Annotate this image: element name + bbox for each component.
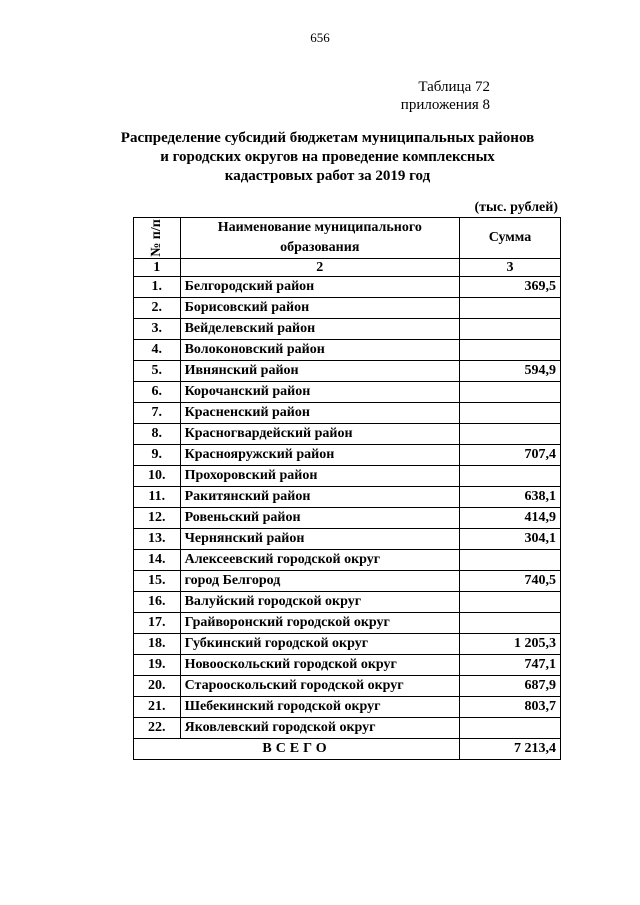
total-row	[134, 739, 561, 760]
row-number: 5.	[134, 361, 181, 382]
row-name: Ивнянский район	[180, 361, 459, 382]
row-name: Чернянский район	[180, 529, 459, 550]
units-label: (тыс. рублей)	[474, 200, 558, 215]
table-row	[134, 319, 561, 340]
row-number: 3.	[134, 319, 181, 340]
row-sum	[459, 298, 560, 319]
row-name: Прохоровский район	[180, 466, 459, 487]
row-number: 8.	[134, 424, 181, 445]
row-sum: 1 205,3	[459, 634, 560, 655]
row-name: Красненский район	[180, 403, 459, 424]
table-row	[134, 718, 561, 739]
table-row	[134, 592, 561, 613]
row-sum	[459, 403, 560, 424]
page-number: 656	[310, 30, 330, 45]
column-number: 2	[180, 259, 459, 277]
document-title-line: и городских округов на проведение комплексных	[160, 149, 495, 165]
row-sum: 687,9	[459, 676, 560, 697]
column-number: 3	[459, 259, 560, 277]
row-number: 9.	[134, 445, 181, 466]
document-title-line: кадастровых работ за 2019 год	[224, 168, 431, 184]
row-number: 22.	[134, 718, 181, 739]
row-number: 4.	[134, 340, 181, 361]
column-number: 1	[134, 259, 181, 277]
subsidies-table	[133, 217, 561, 760]
row-number: 21.	[134, 697, 181, 718]
row-number: 20.	[134, 676, 181, 697]
row-name: Новооскольский городской округ	[180, 655, 459, 676]
row-sum: 369,5	[459, 277, 560, 298]
row-name: Красногвардейский район	[180, 424, 459, 445]
row-name: Белгородский район	[180, 277, 459, 298]
row-number: 10.	[134, 466, 181, 487]
row-name: Волоконовский район	[180, 340, 459, 361]
total-sum: 7 213,4	[459, 739, 560, 760]
row-sum: 638,1	[459, 487, 560, 508]
row-name: Ровеньский район	[180, 508, 459, 529]
header-name-cell	[180, 218, 459, 259]
table-row	[134, 613, 561, 634]
table-row	[134, 487, 561, 508]
row-name: Краснояружский район	[180, 445, 459, 466]
table-caption	[330, 78, 490, 114]
row-number: 16.	[134, 592, 181, 613]
row-number: 12.	[134, 508, 181, 529]
row-name: Валуйский городской округ	[180, 592, 459, 613]
row-sum	[459, 466, 560, 487]
table-row	[134, 403, 561, 424]
row-name: Шебекинский городской округ	[180, 697, 459, 718]
row-sum	[459, 613, 560, 634]
row-number: 7.	[134, 403, 181, 424]
row-number: 11.	[134, 487, 181, 508]
table-row	[134, 361, 561, 382]
row-number: 18.	[134, 634, 181, 655]
row-name: Алексеевский городской округ	[180, 550, 459, 571]
row-name: Борисовский район	[180, 298, 459, 319]
table-row	[134, 298, 561, 319]
row-name: Губкинский городской округ	[180, 634, 459, 655]
row-name: Старооскольский городской округ	[180, 676, 459, 697]
row-number: 17.	[134, 613, 181, 634]
row-number: 14.	[134, 550, 181, 571]
row-number: 15.	[134, 571, 181, 592]
header-name-line: Наименование муниципального	[217, 220, 422, 235]
table-row	[134, 529, 561, 550]
table-row	[134, 340, 561, 361]
table-row	[134, 466, 561, 487]
row-name: Корочанский район	[180, 382, 459, 403]
row-sum	[459, 319, 560, 340]
table-row	[134, 550, 561, 571]
row-sum	[459, 424, 560, 445]
row-sum: 304,1	[459, 529, 560, 550]
row-name: город Белгород	[180, 571, 459, 592]
table-row	[134, 508, 561, 529]
row-sum	[459, 718, 560, 739]
row-number: 13.	[134, 529, 181, 550]
row-sum: 594,9	[459, 361, 560, 382]
header-number-cell	[134, 218, 181, 259]
table-row	[134, 571, 561, 592]
table-row	[134, 697, 561, 718]
table-header-row	[134, 218, 561, 259]
row-sum	[459, 382, 560, 403]
row-sum: 740,5	[459, 571, 560, 592]
row-sum: 747,1	[459, 655, 560, 676]
row-sum: 414,9	[459, 508, 560, 529]
row-name: Вейделевский район	[180, 319, 459, 340]
row-sum	[459, 340, 560, 361]
row-sum	[459, 550, 560, 571]
row-name: Ракитянский район	[180, 487, 459, 508]
table-row	[134, 445, 561, 466]
document-title-line: Распределение субсидий бюджетам муниципальных районов	[120, 130, 535, 146]
header-name-line: образования	[280, 240, 360, 255]
row-sum	[459, 592, 560, 613]
row-number: 6.	[134, 382, 181, 403]
row-number: 2.	[134, 298, 181, 319]
header-sum: Сумма	[459, 218, 560, 259]
column-numbers-row	[134, 259, 561, 277]
table-row	[134, 676, 561, 697]
table-row	[134, 277, 561, 298]
table-row	[134, 634, 561, 655]
row-sum: 707,4	[459, 445, 560, 466]
table-row	[134, 424, 561, 445]
row-name: Грайворонский городской округ	[180, 613, 459, 634]
table-caption-number: Таблица 72	[418, 79, 490, 95]
total-label: ВСЕГО	[134, 739, 460, 760]
document-title	[120, 129, 535, 186]
table-row	[134, 655, 561, 676]
row-name: Яковлевский городской округ	[180, 718, 459, 739]
row-sum: 803,7	[459, 697, 560, 718]
row-number: 19.	[134, 655, 181, 676]
header-number: № п/п	[148, 219, 164, 257]
table-row	[134, 382, 561, 403]
row-number: 1.	[134, 277, 181, 298]
table-caption-appendix: приложения 8	[400, 97, 490, 113]
